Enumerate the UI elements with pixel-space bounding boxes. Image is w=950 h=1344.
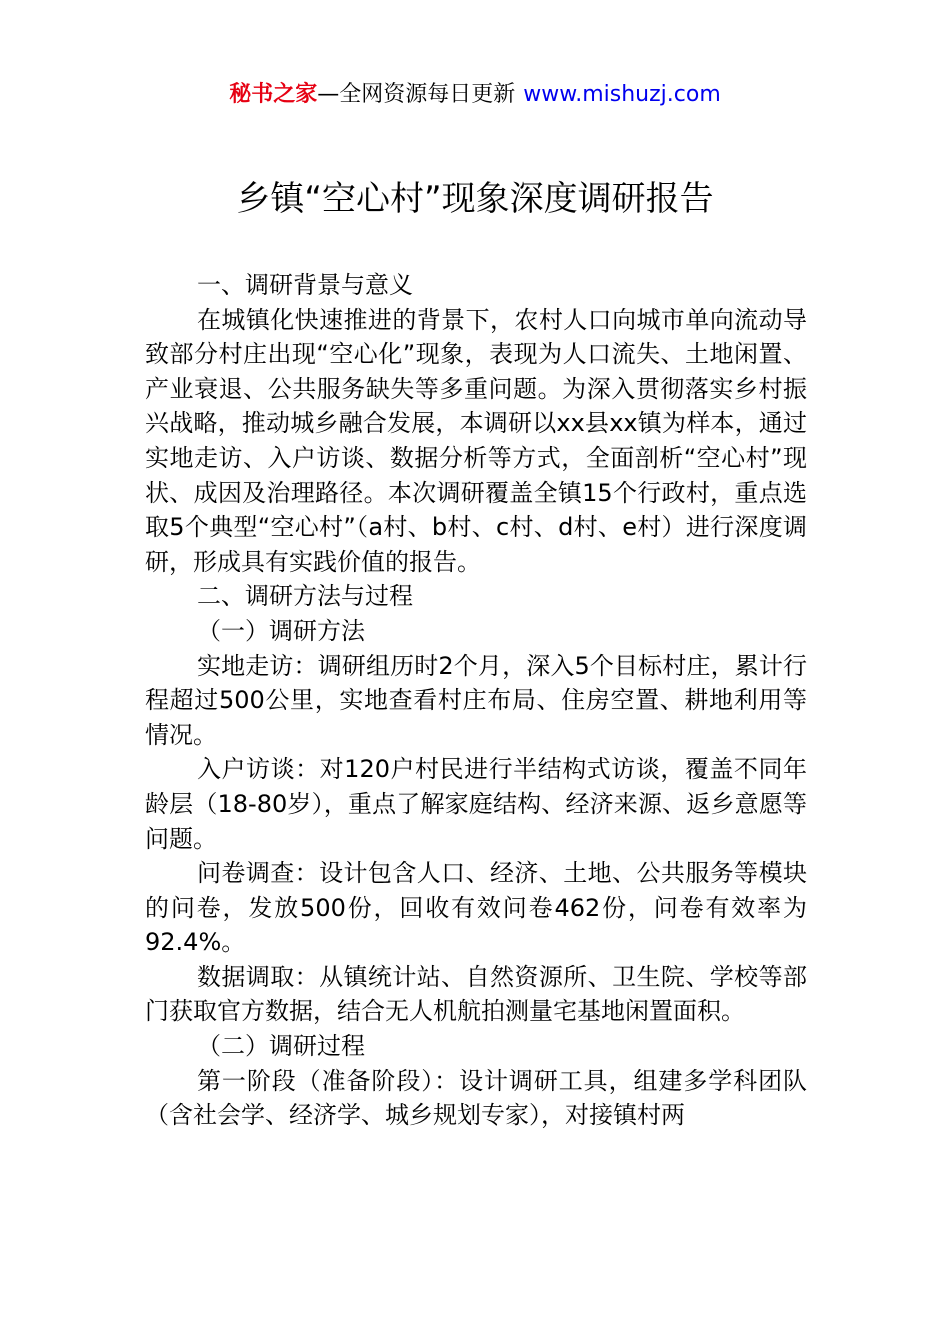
paragraph-data-collection: 数据调取：从镇统计站、自然资源所、卫生院、学校等部门获取官方数据，结合无人机航拍测量宅基地闲置面积。 [145, 962, 807, 1026]
site-url-link[interactable]: www.mishuzj.com [523, 82, 721, 107]
subsection-heading-process: （二）调研过程 [197, 1032, 365, 1061]
brand-name: 秘书之家 [229, 82, 318, 107]
document-body [145, 268, 807, 1133]
section-heading-2: 二、调研方法与过程 [197, 582, 413, 611]
paragraph-field-visit: 实地走访：调研组历时2个月，深入5个目标村庄，累计行程超过500公里，实地查看村庄布局、住房空置、耕地利用等情况。 [145, 651, 807, 749]
header-tagline: —全网资源每日更新 [317, 82, 516, 107]
subsection-heading-methods: （一）调研方法 [197, 616, 365, 645]
paragraph-household-interview: 入户访谈：对120户村民进行半结构式访谈，覆盖不同年龄层（18-80岁），重点了解家庭结构、经济来源、返乡意愿等问题。 [145, 755, 807, 853]
paragraph-phase-one: 第一阶段（准备阶段）：设计调研工具，组建多学科团队（含社会学、经济学、城乡规划专家），对接镇村两 [145, 1066, 807, 1130]
page-header [0, 80, 950, 110]
document-title: 乡镇“空心村”现象深度调研报告 [236, 179, 714, 219]
paragraph-questionnaire: 问卷调查：设计包含人口、经济、土地、公共服务等模块的问卷，发放500份，回收有效问卷462份，问卷有效率为92.4%。 [145, 859, 807, 957]
paragraph-background: 在城镇化快速推进的背景下，农村人口向城市单向流动导致部分村庄出现“空心化”现象，表现为人口流失、土地闲置、产业衰退、公共服务缺失等多重问题。为深入贯彻落实乡村振兴战略，推动城乡融合发展，本调研以xx县xx镇为样本，通过实地走访、入户访谈、数据分析等方式，全面剖析“空心村”现状、成因及治理路径。本次调研覆盖全镇15个行政村，重点选取5个典型“空心村”（a村、b村、c村、d村、e村）进行深度调研，形成具有实践价值的报告。 [145, 305, 807, 576]
section-heading-1: 一、调研背景与意义 [197, 271, 413, 299]
